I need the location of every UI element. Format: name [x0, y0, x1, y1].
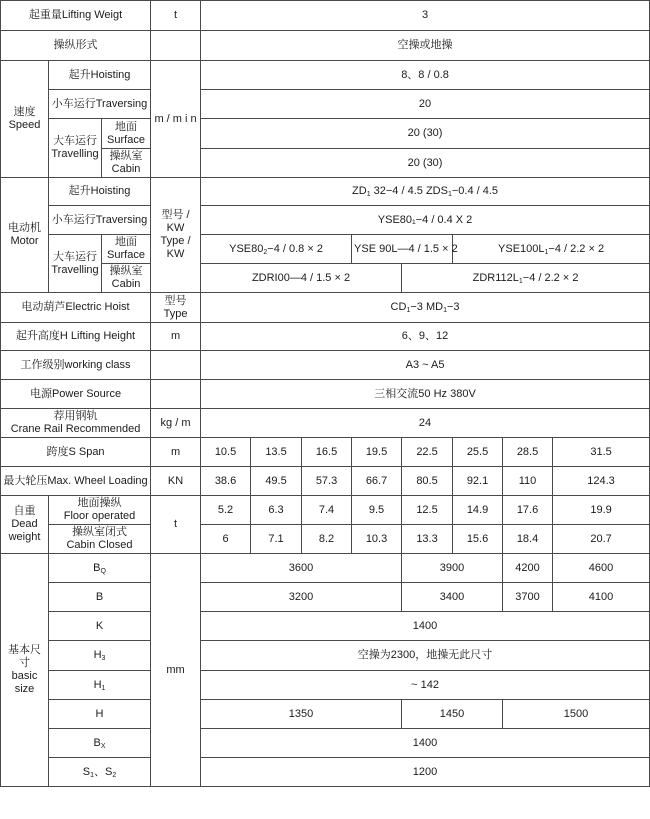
motor-group-label [1, 178, 49, 293]
motor-surface-en: Surface [107, 249, 145, 261]
motor-cabin-value-b [402, 264, 650, 293]
basic-s-sub: 2 [112, 771, 117, 779]
motor-surface-c-part: YSE100L [498, 242, 545, 255]
row-dead-weight-floor [1, 496, 650, 525]
cabin-weight-value: 6 [201, 525, 251, 554]
span-value: 19.5 [352, 438, 402, 467]
row-basic-h1 [1, 671, 650, 700]
basic-b-value: 3400 [402, 583, 503, 612]
motor-hoisting-sub: 1 [447, 191, 452, 198]
floor-operated-en: Floor operated [63, 510, 136, 522]
motor-surface-value-a [201, 235, 352, 264]
basic-h3-sub: 3 [101, 655, 106, 662]
dead-weight-group-label [1, 496, 49, 554]
wheel-label: 最大轮压Max. Wheel Loading [1, 467, 151, 496]
motor-travelling-label [49, 235, 102, 293]
motor-cabin-b-part: −4 / 2.2 × 2 [522, 271, 579, 284]
motor-surface-a-part: −4 / 0.8 × 2 [267, 242, 323, 255]
dead-weight-en-1: Dead [11, 518, 38, 530]
wheel-value: 38.6 [201, 467, 251, 496]
row-basic-h3 [1, 641, 650, 671]
speed-group-cn: 速度 [13, 106, 36, 118]
lifting-weight-value: 3 [201, 1, 650, 31]
speed-traversing-value: 20 [201, 90, 650, 119]
motor-cabin-cn: 操纵室 [109, 265, 143, 277]
lifting-height-label: 起升高度H Lifting Height [1, 323, 151, 351]
motor-travelling-en: Travelling [51, 263, 99, 276]
power-unit [151, 380, 201, 409]
speed-surface-label [102, 119, 151, 149]
row-speed-surface [1, 119, 650, 149]
basic-bq-value: 3900 [402, 554, 503, 583]
floor-weight-value: 19.9 [553, 496, 650, 525]
motor-hoisting-sub: 1 [366, 191, 371, 198]
floor-weight-value: 5.2 [201, 496, 251, 525]
span-label: 跨度S Span [1, 438, 151, 467]
motor-surface-cn: 地面 [115, 236, 138, 248]
operation-label: 操纵形式 [1, 31, 151, 61]
row-power-source [1, 380, 650, 409]
rail-label-cn: 荐用钢轨 [53, 410, 98, 422]
hoist-value-part: −3 MD [410, 301, 444, 313]
motor-unit [151, 178, 201, 293]
basic-bq-label [49, 554, 151, 583]
motor-hoisting-value [201, 178, 650, 206]
span-value: 16.5 [302, 438, 352, 467]
speed-group-label [1, 61, 49, 178]
dead-weight-cn: 自重 [13, 505, 36, 517]
speed-hoisting-label: 起升Hoisting [49, 61, 151, 90]
wheel-value: 80.5 [402, 467, 453, 496]
speed-group-en: Speed [8, 119, 41, 131]
row-speed-traversing [1, 90, 650, 119]
wheel-value: 92.1 [453, 467, 503, 496]
power-value: 三相交流50 Hz 380V [201, 380, 650, 409]
basic-b-value: 4100 [553, 583, 650, 612]
basic-h1-sub: 1 [101, 684, 106, 692]
wheel-value: 110 [503, 467, 553, 496]
hoist-value-part: CD [390, 301, 407, 313]
basic-h3-value: 空操为2300，地操无此尺寸 [201, 641, 650, 671]
rail-value: 24 [201, 409, 650, 438]
speed-cabin-label [102, 149, 151, 178]
motor-unit-line-2: KW [166, 222, 185, 234]
cabin-closed-en: Cabin Closed [66, 539, 133, 551]
hoist-unit-cn: 型号 [164, 294, 187, 307]
speed-cabin-value: 20 (30) [201, 149, 650, 178]
motor-surface-c-sub: 1 [544, 248, 549, 256]
speed-unit: m / m i n [151, 61, 201, 178]
power-label: 电源Power Source [1, 380, 151, 409]
speed-surface-value: 20 (30) [201, 119, 650, 149]
row-motor-traversing [1, 206, 650, 235]
lifting-height-unit: m [151, 323, 201, 351]
motor-hoisting-part: 32−4 / 4.5 ZDS [370, 185, 448, 197]
hoist-value-sub: 1 [443, 307, 447, 314]
motor-unit-line-1: 型号 / [161, 209, 190, 221]
motor-surface-value-c [453, 235, 650, 264]
hoist-unit-en: Type [163, 307, 188, 320]
span-value: 22.5 [402, 438, 453, 467]
basic-bq-value: 4600 [553, 554, 650, 583]
span-value: 13.5 [251, 438, 302, 467]
basic-b-value: 3700 [503, 583, 553, 612]
basic-s-label [49, 758, 151, 787]
motor-unit-line-4: KW [166, 248, 185, 260]
motor-surface-a-part: YSE80 [229, 242, 264, 255]
motor-traversing-value: YSE80₁−4 / 0.4 X 2 [201, 206, 650, 235]
row-motor-surface [1, 235, 650, 264]
hoist-value-part: −3 [446, 301, 460, 313]
row-crane-rail [1, 409, 650, 438]
cabin-closed-label [49, 525, 151, 554]
speed-surface-en: Surface [107, 133, 145, 146]
basic-bx-main: B [93, 736, 101, 749]
speed-cabin-en: Cabin [111, 163, 141, 175]
motor-hoisting-label: 起升Hoisting [49, 178, 151, 206]
basic-h1-main: H [93, 678, 102, 691]
motor-hoisting-part: ZD [352, 185, 367, 197]
cabin-closed-cn: 操纵室闭式 [72, 526, 128, 538]
row-working-class [1, 351, 650, 380]
basic-size-group-label [1, 554, 49, 787]
cabin-weight-value: 15.6 [453, 525, 503, 554]
span-value: 28.5 [503, 438, 553, 467]
row-basic-h [1, 700, 650, 729]
basic-h-value: 1450 [402, 700, 503, 729]
floor-weight-value: 7.4 [302, 496, 352, 525]
row-basic-b [1, 583, 650, 612]
floor-weight-value: 14.9 [453, 496, 503, 525]
wheel-unit: KN [151, 467, 201, 496]
hoist-label: 电动葫芦Electric Hoist [1, 293, 151, 323]
rail-label-en: Crane Rail Recommended [10, 423, 141, 435]
wheel-value: 66.7 [352, 467, 402, 496]
row-basic-k [1, 612, 650, 641]
working-class-unit [151, 351, 201, 380]
dead-weight-en-2: weight [8, 531, 41, 543]
span-value: 10.5 [201, 438, 251, 467]
basic-bq-value: 3600 [201, 554, 402, 583]
span-value: 25.5 [453, 438, 503, 467]
working-class-label: 工作级别working class [1, 351, 151, 380]
basic-bx-sub: X [100, 742, 106, 750]
speed-traversing-label: 小车运行Traversing [49, 90, 151, 119]
basic-bq-value: 4200 [503, 554, 553, 583]
floor-operated-label [49, 496, 151, 525]
motor-surface-a-sub: 2 [263, 248, 268, 256]
row-operation [1, 31, 650, 61]
basic-bx-value: 1400 [201, 729, 650, 758]
hoist-unit [151, 293, 201, 323]
wheel-value: 57.3 [302, 467, 352, 496]
operation-unit [151, 31, 201, 61]
speed-travelling-label [49, 119, 102, 178]
motor-cabin-b-sub: 1 [518, 277, 523, 285]
row-motor-hoisting [1, 178, 650, 206]
lifting-weight-label: 起重量Lifting Weigt [1, 1, 151, 31]
motor-hoisting-part: −0.4 / 4.5 [451, 185, 499, 197]
row-basic-bx [1, 729, 650, 758]
basic-s-main: 、S [94, 765, 113, 778]
hoist-value [201, 293, 650, 323]
span-unit: m [151, 438, 201, 467]
cabin-weight-value: 20.7 [553, 525, 650, 554]
hoist-value-sub: 1 [406, 307, 411, 314]
basic-s-sub: 1 [90, 771, 95, 779]
motor-surface-value-b: YSE 90L—4 / 1.5 × 2 [352, 235, 453, 264]
speed-travelling-cn: 大车运行 [53, 135, 97, 147]
basic-b-value: 3200 [201, 583, 402, 612]
span-value: 31.5 [553, 438, 650, 467]
cabin-weight-value: 18.4 [503, 525, 553, 554]
basic-h-value: 1350 [201, 700, 402, 729]
basic-h1-value: ~ 142 [201, 671, 650, 700]
floor-weight-value: 6.3 [251, 496, 302, 525]
row-basic-bq [1, 554, 650, 583]
lifting-weight-unit: t [151, 1, 201, 31]
basic-h-label: H [49, 700, 151, 729]
speed-travelling-en: Travelling [51, 148, 99, 160]
cabin-weight-value: 13.3 [402, 525, 453, 554]
basic-s-value: 1200 [201, 758, 650, 787]
motor-traversing-label: 小车运行Traversing [49, 206, 151, 235]
basic-k-label: K [49, 612, 151, 641]
floor-weight-value: 17.6 [503, 496, 553, 525]
speed-cabin-cn: 操纵室 [109, 150, 143, 162]
basic-size-en: basic size [11, 670, 38, 695]
operation-value: 空操或地操 [201, 31, 650, 61]
wheel-value: 124.3 [553, 467, 650, 496]
basic-h-value: 1500 [503, 700, 650, 729]
basic-bq-main: B [93, 561, 101, 574]
cabin-weight-value: 8.2 [302, 525, 352, 554]
basic-k-value: 1400 [201, 612, 650, 641]
motor-group-cn: 电动机 [8, 222, 41, 234]
row-span [1, 438, 650, 467]
speed-hoisting-value: 8、8 / 0.8 [201, 61, 650, 90]
floor-weight-value: 9.5 [352, 496, 402, 525]
row-wheel-loading [1, 467, 650, 496]
motor-cabin-value-a: ZDRI00—4 / 1.5 × 2 [201, 264, 402, 293]
basic-h3-main: H [93, 649, 102, 661]
motor-group-en: Motor [10, 235, 39, 247]
motor-cabin-label [102, 264, 151, 293]
basic-bq-sub: Q [100, 567, 106, 575]
cabin-weight-value: 7.1 [251, 525, 302, 554]
wheel-value: 49.5 [251, 467, 302, 496]
motor-surface-c-part: −4 / 2.2 × 2 [548, 242, 605, 255]
row-basic-s [1, 758, 650, 787]
row-lifting-weight [1, 1, 650, 31]
row-speed-hoisting [1, 61, 650, 90]
basic-size-unit: mm [151, 554, 201, 787]
basic-s-main: S [82, 765, 91, 778]
speed-surface-cn: 地面 [115, 120, 138, 133]
basic-h3-label [49, 641, 151, 671]
row-electric-hoist [1, 293, 650, 323]
lifting-height-value: 6、9、12 [201, 323, 650, 351]
floor-operated-cn: 地面操纵 [77, 497, 122, 509]
floor-weight-value: 12.5 [402, 496, 453, 525]
basic-size-cn: 基本尺寸 [8, 644, 41, 669]
motor-unit-line-3: Type / [160, 235, 191, 247]
row-lifting-height [1, 323, 650, 351]
motor-surface-label [102, 235, 151, 264]
dead-weight-unit: t [151, 496, 201, 554]
motor-cabin-b-part: ZDR112L [472, 271, 519, 284]
motor-cabin-en: Cabin [111, 278, 141, 290]
rail-label [1, 409, 151, 438]
row-dead-weight-cabin [1, 525, 650, 554]
rail-unit: kg / m [151, 409, 201, 438]
basic-b-label: B [49, 583, 151, 612]
motor-travelling-cn: 大车运行 [53, 250, 97, 263]
cabin-weight-value: 10.3 [352, 525, 402, 554]
working-class-value: A3 ~ A5 [201, 351, 650, 380]
basic-h1-label [49, 671, 151, 700]
basic-bx-label [49, 729, 151, 758]
